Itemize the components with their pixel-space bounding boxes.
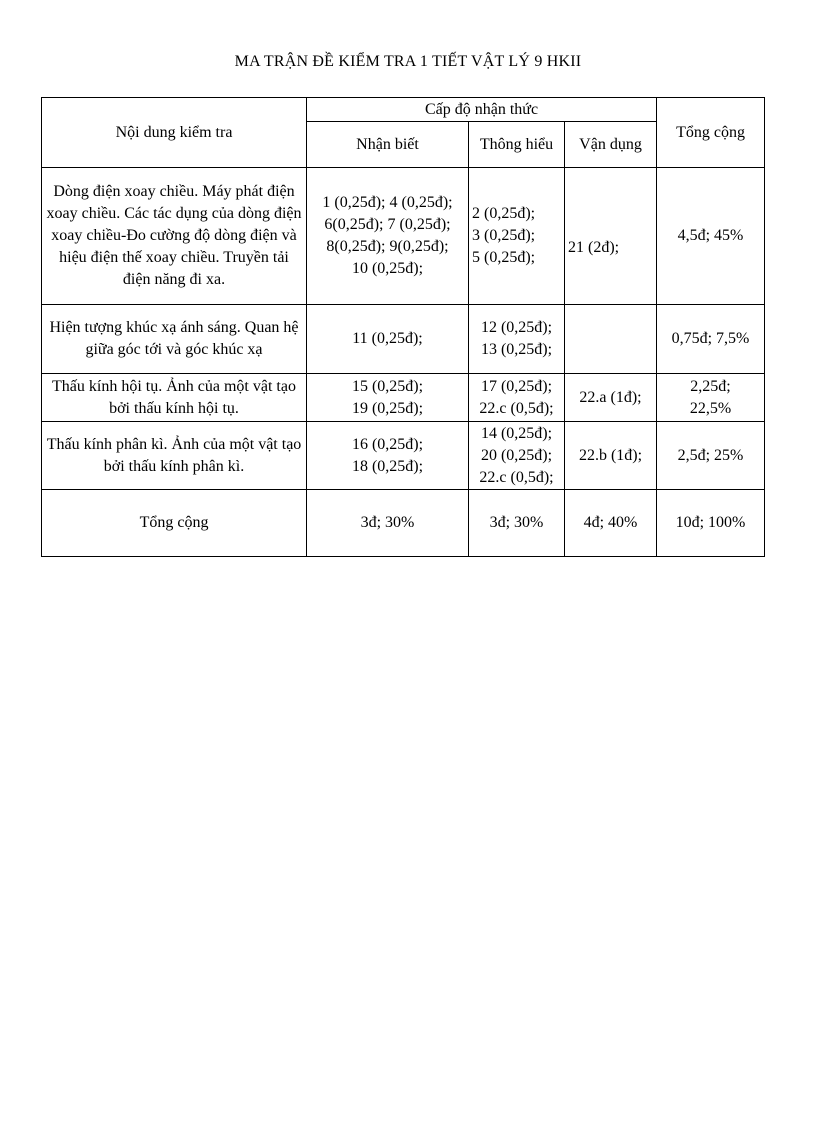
total-cell: [657, 422, 765, 490]
cell-line: 4,5đ; 45%: [677, 227, 744, 244]
table-row: [42, 422, 765, 490]
cell-line: 22.c (0,5đ);: [479, 468, 554, 486]
topic-cell: Dòng điện xoay chiều. Máy phát điện xoay chiều. Các tác dụng của dòng điện xoay chiều-Đo cường độ dòng điện và hiệu điện thế xoay chiều. Truyền tải điện năng đi xa.: [42, 168, 307, 305]
cell-line: 2,25đ;: [690, 377, 731, 395]
cell-line: 15 (0,25đ);: [351, 377, 424, 395]
understand-cell: [469, 422, 565, 490]
cell-line: 22,5%: [689, 399, 732, 417]
apply-cell: [565, 305, 657, 374]
cell-line: 1 (0,25đ); 4 (0,25đ);: [322, 194, 453, 211]
cell-line: 21 (2đ);: [568, 239, 620, 256]
topic-cell: Thấu kính phân kì. Ảnh của một vật tạo bởi thấu kính phân kì.: [42, 422, 307, 490]
recognize-cell: [307, 305, 469, 374]
recognize-cell: [307, 422, 469, 490]
header-row-1: [42, 98, 765, 122]
summary-row: [42, 490, 765, 557]
header-apply: Vận dụng: [565, 122, 657, 168]
topic-cell: Hiện tượng khúc xạ ánh sáng. Quan hệ giữa góc tới và góc khúc xạ: [42, 305, 307, 374]
recognize-cell: [307, 168, 469, 305]
topic-cell: Thấu kính hội tụ. Ảnh của một vật tạo bởi thấu kính hội tụ.: [42, 374, 307, 422]
cell-line: 0,75đ; 7,5%: [671, 330, 750, 347]
apply-cell: [565, 168, 657, 305]
exam-matrix-table: [41, 97, 765, 557]
understand-cell: [469, 374, 565, 422]
cell-line: 11 (0,25đ);: [352, 330, 423, 347]
header-level-group: Cấp độ nhận thức: [307, 98, 657, 122]
table-row: [42, 168, 765, 305]
cell-line: 19 (0,25đ);: [351, 399, 424, 417]
page-title: MA TRẬN ĐỀ KIỂM TRA 1 TIẾT VẬT LÝ 9 HKII: [234, 53, 582, 70]
cell-line: 14 (0,25đ);: [480, 424, 553, 442]
apply-cell: [565, 374, 657, 422]
cell-line: 22.a (1đ);: [579, 388, 642, 406]
cell-line: 16 (0,25đ);: [351, 435, 424, 453]
summary-total: 10đ; 100%: [657, 490, 765, 557]
total-cell: [657, 168, 765, 305]
summary-recognize: 3đ; 30%: [307, 490, 469, 557]
cell-line: 17 (0,25đ);: [480, 377, 553, 395]
header-content: Nội dung kiểm tra: [42, 98, 307, 168]
table-row: [42, 305, 765, 374]
cell-line: 2,5đ; 25%: [677, 446, 744, 464]
cell-line: 20 (0,25đ);: [480, 446, 553, 464]
header-understand: Thông hiểu: [469, 122, 565, 168]
summary-label: Tổng cộng: [42, 490, 307, 557]
understand-cell: [469, 305, 565, 374]
header-total: Tổng cộng: [657, 98, 765, 168]
cell-line: 2 (0,25đ);: [472, 205, 536, 222]
cell-line: 22.b (1đ);: [578, 446, 643, 464]
apply-cell: [565, 422, 657, 490]
total-cell: [657, 305, 765, 374]
understand-cell: [469, 168, 565, 305]
recognize-cell: [307, 374, 469, 422]
cell-line: 22.c (0,5đ);: [479, 399, 554, 417]
cell-line: 8(0,25đ); 9(0,25đ);: [326, 238, 449, 255]
cell-line: 10 (0,25đ);: [351, 260, 424, 277]
cell-line: 3 (0,25đ);: [472, 227, 536, 244]
cell-line: 6(0,25đ); 7 (0,25đ);: [324, 216, 451, 233]
total-cell: [657, 374, 765, 422]
cell-line: 12 (0,25đ);: [480, 319, 553, 336]
cell-line: 5 (0,25đ);: [472, 249, 536, 266]
cell-line: 18 (0,25đ);: [351, 457, 424, 475]
summary-understand: 3đ; 30%: [469, 490, 565, 557]
summary-apply: 4đ; 40%: [565, 490, 657, 557]
table-row: [42, 374, 765, 422]
header-recognize: Nhận biết: [307, 122, 469, 168]
cell-line: 13 (0,25đ);: [480, 341, 553, 358]
